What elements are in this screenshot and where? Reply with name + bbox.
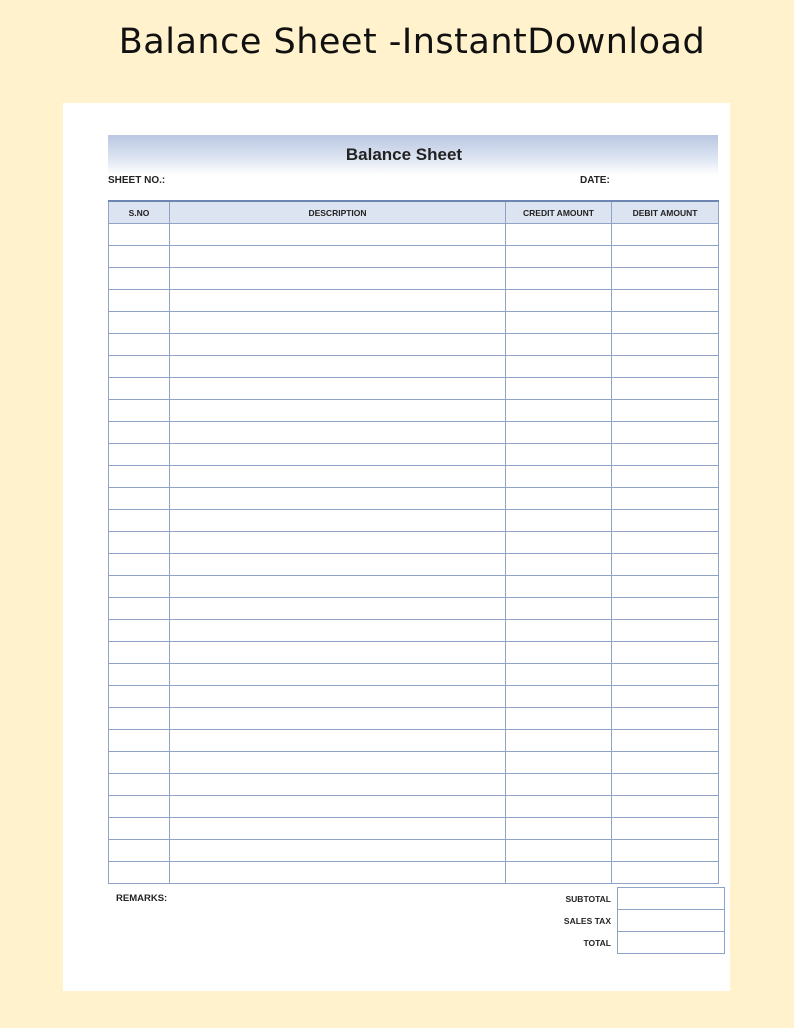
debit-cell bbox=[612, 334, 719, 356]
debit-cell bbox=[612, 224, 719, 246]
sales-tax-box bbox=[618, 910, 725, 932]
sno-cell bbox=[109, 466, 170, 488]
description-cell bbox=[170, 620, 506, 642]
table-row bbox=[109, 598, 719, 620]
table-row bbox=[109, 730, 719, 752]
description-cell bbox=[170, 642, 506, 664]
debit-cell bbox=[612, 686, 719, 708]
credit-cell bbox=[506, 862, 612, 884]
credit-cell bbox=[506, 466, 612, 488]
total-label: TOTAL bbox=[583, 937, 611, 948]
description-cell bbox=[170, 312, 506, 334]
sno-cell bbox=[109, 774, 170, 796]
credit-cell bbox=[506, 510, 612, 532]
credit-cell bbox=[506, 576, 612, 598]
credit-cell bbox=[506, 730, 612, 752]
debit-cell bbox=[612, 664, 719, 686]
credit-cell bbox=[506, 620, 612, 642]
debit-cell bbox=[612, 620, 719, 642]
column-header-debit: DEBIT AMOUNT bbox=[612, 201, 719, 224]
sno-cell bbox=[109, 246, 170, 268]
table-row bbox=[109, 862, 719, 884]
column-header-credit: CREDIT AMOUNT bbox=[506, 201, 612, 224]
sales-tax-row bbox=[512, 910, 725, 932]
credit-cell bbox=[506, 532, 612, 554]
table-row bbox=[109, 356, 719, 378]
table-row bbox=[109, 840, 719, 862]
description-cell bbox=[170, 268, 506, 290]
credit-cell bbox=[506, 312, 612, 334]
table-row bbox=[109, 466, 719, 488]
debit-cell bbox=[612, 268, 719, 290]
description-cell bbox=[170, 356, 506, 378]
debit-cell bbox=[612, 510, 719, 532]
description-cell bbox=[170, 796, 506, 818]
credit-cell bbox=[506, 444, 612, 466]
sno-cell bbox=[109, 620, 170, 642]
table-row bbox=[109, 774, 719, 796]
debit-cell bbox=[612, 246, 719, 268]
description-cell bbox=[170, 664, 506, 686]
description-cell bbox=[170, 598, 506, 620]
ledger-table bbox=[108, 200, 719, 884]
debit-cell bbox=[612, 466, 719, 488]
table-row bbox=[109, 642, 719, 664]
debit-cell bbox=[612, 576, 719, 598]
balance-sheet-page bbox=[63, 103, 730, 991]
description-cell bbox=[170, 730, 506, 752]
debit-cell bbox=[612, 752, 719, 774]
table-row bbox=[109, 554, 719, 576]
sno-cell bbox=[109, 598, 170, 620]
credit-cell bbox=[506, 752, 612, 774]
remarks-label: REMARKS: bbox=[116, 893, 168, 904]
sno-cell bbox=[109, 400, 170, 422]
table-row bbox=[109, 378, 719, 400]
table-row bbox=[109, 664, 719, 686]
date-label: DATE: bbox=[580, 175, 610, 186]
description-cell bbox=[170, 752, 506, 774]
table-row bbox=[109, 400, 719, 422]
sno-cell bbox=[109, 730, 170, 752]
debit-cell bbox=[612, 796, 719, 818]
totals-table bbox=[512, 887, 725, 954]
sheet-no-label: SHEET NO.: bbox=[108, 175, 166, 186]
description-cell bbox=[170, 400, 506, 422]
table-row bbox=[109, 620, 719, 642]
debit-cell bbox=[612, 708, 719, 730]
debit-cell bbox=[612, 642, 719, 664]
table-row bbox=[109, 752, 719, 774]
table-row bbox=[109, 246, 719, 268]
description-cell bbox=[170, 224, 506, 246]
sno-cell bbox=[109, 686, 170, 708]
column-header-sno: S.NO bbox=[109, 201, 170, 224]
sno-cell bbox=[109, 334, 170, 356]
table-row bbox=[109, 444, 719, 466]
total-row bbox=[512, 932, 725, 954]
sno-cell bbox=[109, 840, 170, 862]
sno-cell bbox=[109, 422, 170, 444]
credit-cell bbox=[506, 334, 612, 356]
description-cell bbox=[170, 334, 506, 356]
debit-cell bbox=[612, 730, 719, 752]
credit-cell bbox=[506, 224, 612, 246]
credit-cell bbox=[506, 488, 612, 510]
debit-cell bbox=[612, 400, 719, 422]
description-cell bbox=[170, 488, 506, 510]
credit-cell bbox=[506, 422, 612, 444]
sales-tax-label: SALES TAX bbox=[563, 915, 611, 926]
credit-cell bbox=[506, 840, 612, 862]
total-box bbox=[618, 932, 725, 954]
sno-cell bbox=[109, 664, 170, 686]
credit-cell bbox=[506, 554, 612, 576]
sno-cell bbox=[109, 752, 170, 774]
credit-cell bbox=[506, 268, 612, 290]
description-cell bbox=[170, 554, 506, 576]
debit-cell bbox=[612, 840, 719, 862]
sno-cell bbox=[109, 378, 170, 400]
sno-cell bbox=[109, 796, 170, 818]
description-cell bbox=[170, 378, 506, 400]
sno-cell bbox=[109, 818, 170, 840]
sno-cell bbox=[109, 708, 170, 730]
credit-cell bbox=[506, 598, 612, 620]
table-row bbox=[109, 268, 719, 290]
debit-cell bbox=[612, 774, 719, 796]
table-row bbox=[109, 576, 719, 598]
credit-cell bbox=[506, 818, 612, 840]
table-row bbox=[109, 224, 719, 246]
debit-cell bbox=[612, 422, 719, 444]
ledger-header-row bbox=[109, 201, 719, 224]
credit-cell bbox=[506, 708, 612, 730]
table-row bbox=[109, 290, 719, 312]
credit-cell bbox=[506, 774, 612, 796]
table-row bbox=[109, 312, 719, 334]
ledger-body bbox=[109, 224, 719, 884]
description-cell bbox=[170, 466, 506, 488]
debit-cell bbox=[612, 488, 719, 510]
credit-cell bbox=[506, 246, 612, 268]
description-cell bbox=[170, 708, 506, 730]
debit-cell bbox=[612, 554, 719, 576]
sno-cell bbox=[109, 532, 170, 554]
table-row bbox=[109, 796, 719, 818]
table-row bbox=[109, 708, 719, 730]
sno-cell bbox=[109, 642, 170, 664]
subtotal-row bbox=[512, 888, 725, 910]
sno-cell bbox=[109, 356, 170, 378]
credit-cell bbox=[506, 642, 612, 664]
description-cell bbox=[170, 422, 506, 444]
subtotal-box bbox=[618, 888, 725, 910]
description-cell bbox=[170, 862, 506, 884]
banner-title: Balance Sheet -InstantDownload bbox=[118, 22, 706, 62]
debit-cell bbox=[612, 862, 719, 884]
description-cell bbox=[170, 818, 506, 840]
sno-cell bbox=[109, 290, 170, 312]
debit-cell bbox=[612, 444, 719, 466]
sno-cell bbox=[109, 488, 170, 510]
debit-cell bbox=[612, 598, 719, 620]
sno-cell bbox=[109, 224, 170, 246]
sno-cell bbox=[109, 444, 170, 466]
table-row bbox=[109, 488, 719, 510]
description-cell bbox=[170, 290, 506, 312]
debit-cell bbox=[612, 378, 719, 400]
debit-cell bbox=[612, 532, 719, 554]
table-row bbox=[109, 510, 719, 532]
sno-cell bbox=[109, 576, 170, 598]
credit-cell bbox=[506, 378, 612, 400]
debit-cell bbox=[612, 818, 719, 840]
debit-cell bbox=[612, 356, 719, 378]
sno-cell bbox=[109, 862, 170, 884]
sno-cell bbox=[109, 554, 170, 576]
table-row bbox=[109, 334, 719, 356]
sheet-title: Balance Sheet bbox=[345, 145, 463, 164]
sno-cell bbox=[109, 510, 170, 532]
description-cell bbox=[170, 510, 506, 532]
credit-cell bbox=[506, 400, 612, 422]
sno-cell bbox=[109, 312, 170, 334]
description-cell bbox=[170, 686, 506, 708]
column-header-description: DESCRIPTION bbox=[170, 201, 506, 224]
debit-cell bbox=[612, 312, 719, 334]
credit-cell bbox=[506, 290, 612, 312]
table-row bbox=[109, 532, 719, 554]
sno-cell bbox=[109, 268, 170, 290]
description-cell bbox=[170, 532, 506, 554]
subtotal-label: SUBTOTAL bbox=[565, 893, 611, 904]
description-cell bbox=[170, 840, 506, 862]
debit-cell bbox=[612, 290, 719, 312]
credit-cell bbox=[506, 356, 612, 378]
description-cell bbox=[170, 444, 506, 466]
credit-cell bbox=[506, 664, 612, 686]
table-row bbox=[109, 422, 719, 444]
table-row bbox=[109, 818, 719, 840]
table-row bbox=[109, 686, 719, 708]
description-cell bbox=[170, 246, 506, 268]
description-cell bbox=[170, 576, 506, 598]
description-cell bbox=[170, 774, 506, 796]
credit-cell bbox=[506, 796, 612, 818]
credit-cell bbox=[506, 686, 612, 708]
